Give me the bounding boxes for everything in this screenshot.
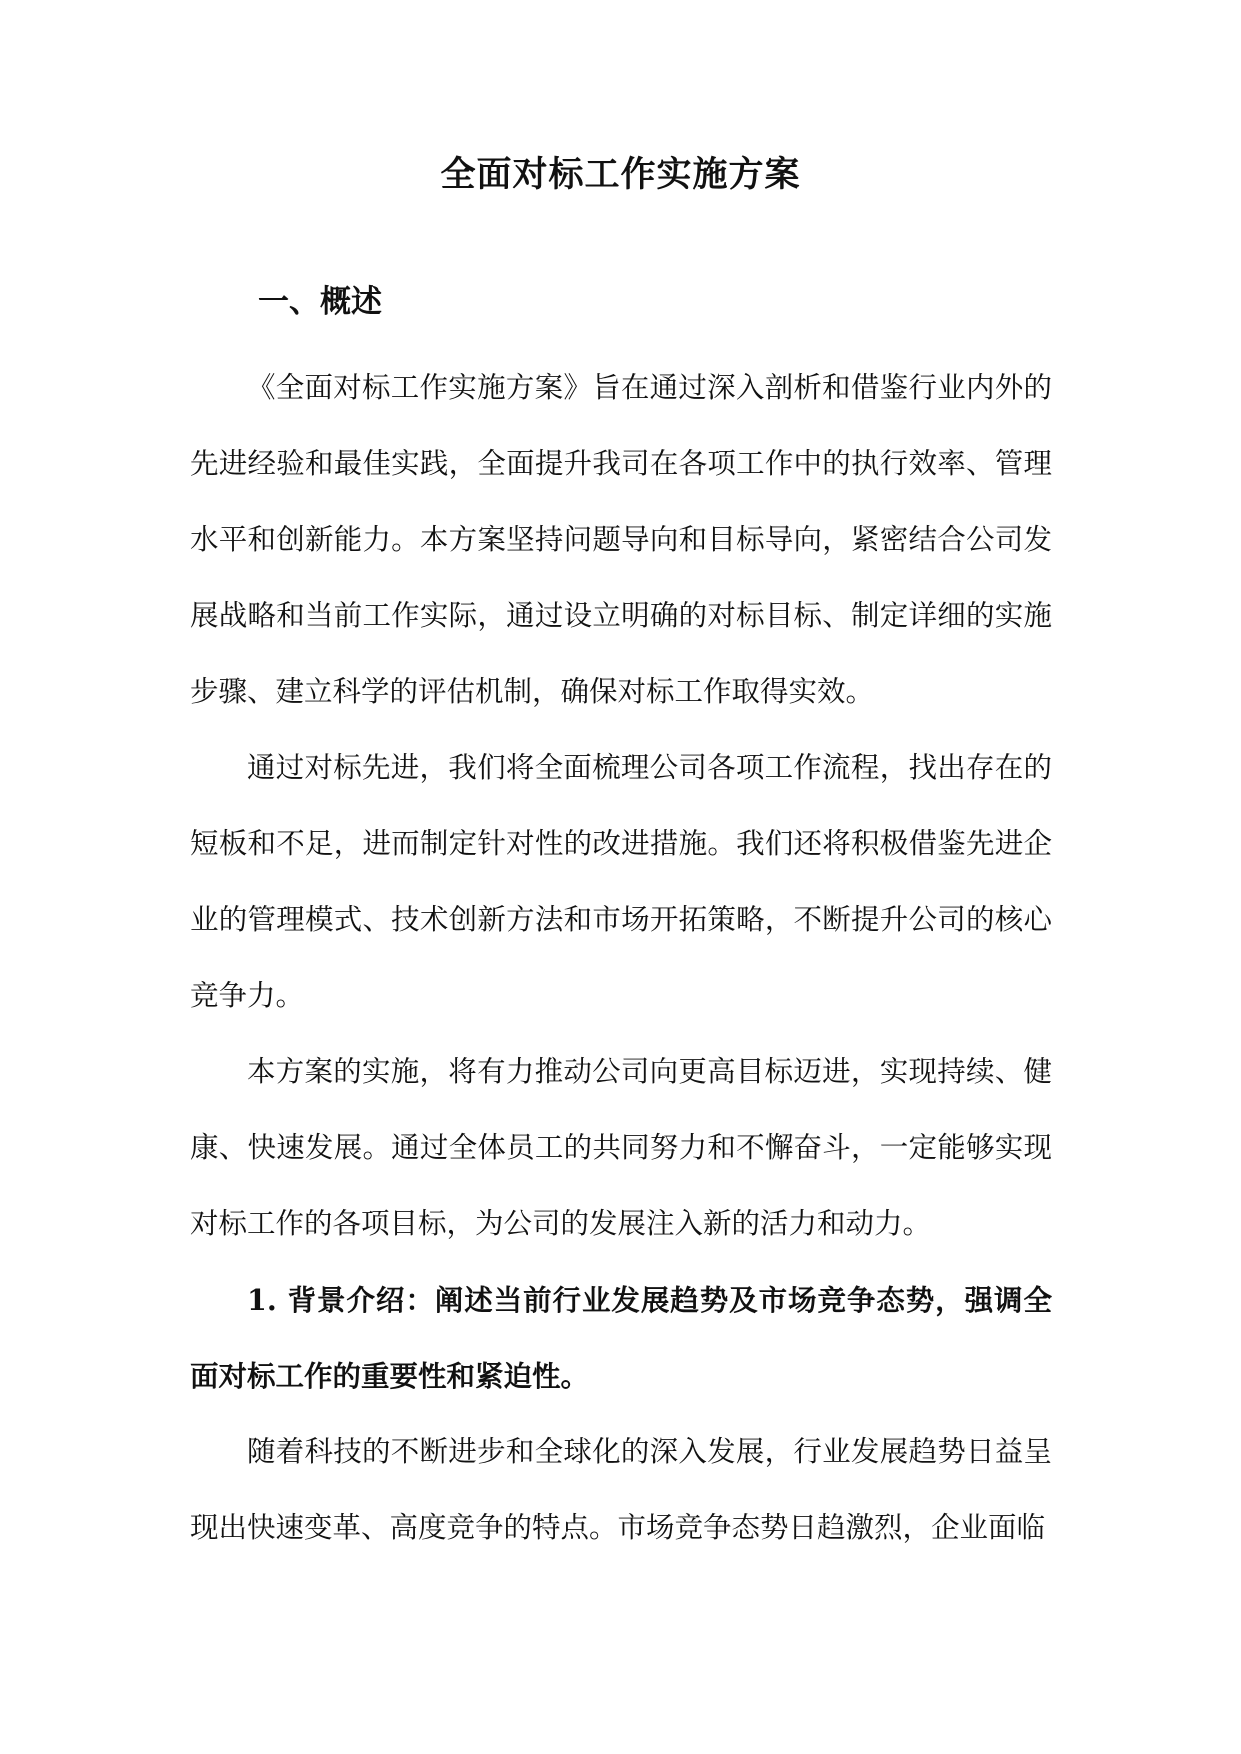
paragraph-2: 通过对标先进，我们将全面梳理公司各项工作流程，找出存在的短板和不足，进而制定针对性的改进措施。我们还将积极借鉴先进企业的管理模式、技术创新方法和市场开拓策略，不断提升公司的核心竞争力。 bbox=[190, 751, 1052, 1012]
subheading-background: 1. 背景介绍：阐述当前行业发展趋势及市场竞争态势，强调全面对标工作的重要性和紧迫性。 bbox=[190, 1283, 1052, 1393]
section-heading-overview: 一、概述 bbox=[258, 284, 382, 320]
document-title: 全面对标工作实施方案 bbox=[440, 154, 801, 195]
paragraph-4: 随着科技的不断进步和全球化的深入发展，行业发展趋势日益呈现出快速变革、高度竞争的特点。市场竞争态势日趋激烈，企业面临 bbox=[190, 1435, 1052, 1544]
paragraph-3: 本方案的实施，将有力推动公司向更高目标迈进，实现持续、健康、快速发展。通过全体员工的共同努力和不懈奋斗，一定能够实现对标工作的各项目标，为公司的发展注入新的活力和动力。 bbox=[190, 1055, 1052, 1240]
paragraph-1: 《全面对标工作实施方案》旨在通过深入剖析和借鉴行业内外的先进经验和最佳实践，全面提升我司在各项工作中的执行效率、管理水平和创新能力。本方案坚持问题导向和目标导向，紧密结合公司发展战略和当前工作实际，通过设立明确的对标目标、制定详细的实施步骤、建立科学的评估机制，确保对标工作取得实效。 bbox=[190, 371, 1052, 708]
